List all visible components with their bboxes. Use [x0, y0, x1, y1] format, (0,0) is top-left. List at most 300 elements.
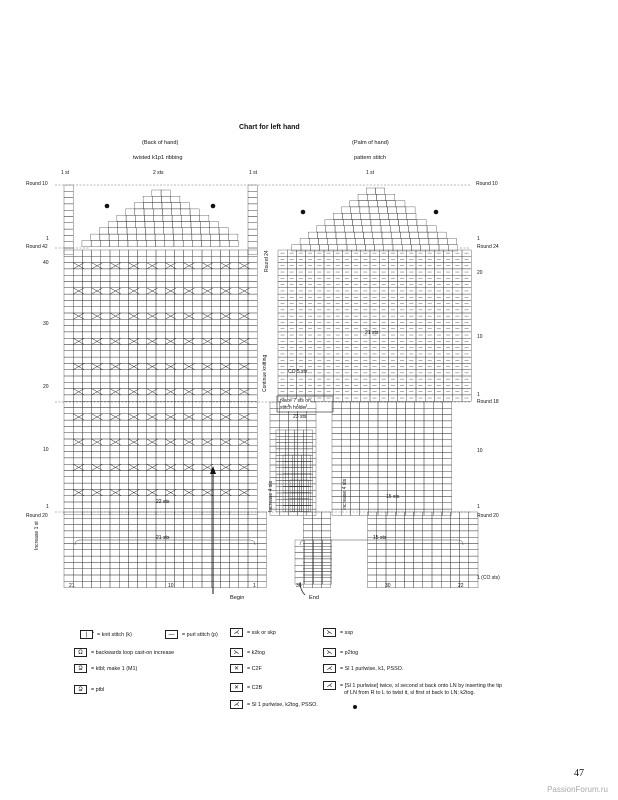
back-cell — [220, 345, 229, 351]
back-cell — [73, 458, 82, 464]
back-cell — [165, 307, 174, 313]
palm-top-cell — [352, 213, 361, 219]
palm-lower-cell — [360, 452, 369, 458]
cuff-cell — [386, 518, 395, 524]
back-cell — [184, 395, 193, 401]
back-cell — [110, 433, 119, 439]
palm-lower-cell — [387, 503, 396, 509]
cuff-cell — [295, 565, 304, 571]
palm-top-cell — [360, 207, 369, 213]
back-cell — [193, 376, 202, 382]
cuff-cell — [156, 562, 165, 568]
cuff-cell — [82, 537, 91, 543]
label-row10-right-low: 10 — [477, 448, 483, 454]
gusset-cell — [304, 493, 313, 499]
back-cell — [64, 477, 73, 483]
gusset-cell — [304, 436, 313, 442]
back-cell — [202, 332, 211, 338]
back-cell — [101, 370, 110, 376]
cuff-cell — [322, 581, 331, 587]
cuff-cell — [441, 562, 450, 568]
palm-lower-cell — [369, 452, 378, 458]
back-cell — [92, 458, 101, 464]
gusset-cell — [276, 462, 285, 468]
cuff-cell — [404, 556, 413, 562]
gusset-cell — [288, 459, 297, 465]
back-top-cell — [143, 196, 152, 202]
gusset-cell — [307, 415, 316, 421]
palm-lower-cell — [415, 503, 424, 509]
back-cell — [110, 357, 119, 363]
back-cell — [82, 370, 91, 376]
back-cell — [119, 263, 128, 269]
back-cell — [110, 332, 119, 338]
cuff-cell — [147, 525, 156, 531]
cuff-cell — [312, 544, 321, 550]
back-cell — [119, 477, 128, 483]
back-cell — [101, 433, 110, 439]
back-cell — [147, 508, 156, 514]
palm-lower-cell — [369, 446, 378, 452]
gusset-cell — [294, 436, 303, 442]
gusset-cell — [294, 462, 303, 468]
back-cell — [193, 477, 202, 483]
back-cell — [174, 282, 183, 288]
back-cell — [248, 275, 257, 281]
back-cell — [73, 420, 82, 426]
back-cell — [248, 363, 257, 369]
back-cell — [184, 326, 193, 332]
cuff-cell — [386, 550, 395, 556]
back-cell — [110, 250, 119, 256]
back-cell — [230, 471, 239, 477]
palm-lower-cell — [442, 465, 451, 471]
back-cell — [230, 382, 239, 388]
back-cell — [64, 363, 73, 369]
cuff-cell — [101, 550, 110, 556]
back-top-cell — [137, 240, 146, 246]
back-cell — [119, 389, 128, 395]
cuff-cell — [450, 550, 459, 556]
back-cell — [119, 439, 128, 445]
back-cell — [211, 250, 220, 256]
back-cell — [101, 496, 110, 502]
back-cell — [211, 420, 220, 426]
palm-lower-cell — [433, 434, 442, 440]
cuff-cell — [147, 512, 156, 518]
cuff-cell — [377, 525, 386, 531]
back-cell — [119, 250, 128, 256]
cuff-cell — [138, 531, 147, 537]
back-cell — [82, 313, 91, 319]
back-cell — [110, 395, 119, 401]
gusset-cell — [283, 487, 292, 493]
back-cell — [248, 464, 257, 470]
back-top-cell — [145, 215, 154, 221]
back-cell — [101, 275, 110, 281]
gusset-cell — [276, 436, 285, 442]
cuff-cell — [165, 562, 174, 568]
cuff-cell — [128, 525, 137, 531]
cuff-cell — [441, 512, 450, 518]
gusset-cell — [301, 487, 310, 493]
back-cell — [138, 326, 147, 332]
back-cell — [64, 370, 73, 376]
palm-top-cell — [333, 213, 342, 219]
back-cell — [138, 319, 147, 325]
cuff-cell — [174, 518, 183, 524]
cuff-cell — [184, 537, 193, 543]
back-top-cell — [117, 215, 126, 221]
back-cell — [239, 401, 248, 407]
palm-lower-cell — [433, 452, 442, 458]
cuff-cell — [257, 525, 266, 531]
back-cell — [101, 351, 110, 357]
back-cell — [110, 420, 119, 426]
back-cell — [119, 300, 128, 306]
gusset-cell — [298, 484, 307, 490]
back-cell — [230, 408, 239, 414]
back-cell — [248, 370, 257, 376]
back-cell — [138, 275, 147, 281]
cuff-cell — [395, 569, 404, 575]
edge-cell — [64, 235, 73, 241]
back-cell — [82, 452, 91, 458]
back-cell — [110, 483, 119, 489]
cuff-cell — [64, 544, 73, 550]
cuff-cell — [128, 562, 137, 568]
back-cell — [128, 502, 137, 508]
palm-lower-cell — [350, 421, 359, 427]
cuff-cell — [404, 544, 413, 550]
label-col1: 1 — [253, 583, 256, 589]
back-cell — [92, 477, 101, 483]
back-cell — [165, 408, 174, 414]
back-cell — [156, 433, 165, 439]
palm-lower-cell — [387, 415, 396, 421]
cuff-cell — [322, 562, 331, 568]
back-cell — [119, 433, 128, 439]
back-cell — [64, 332, 73, 338]
palm-lower-cell — [433, 415, 442, 421]
back-cell — [101, 338, 110, 344]
label-15sts-bottom: 15 sts — [373, 535, 387, 541]
back-cell — [174, 319, 183, 325]
palm-top-cell — [420, 238, 429, 244]
back-cell — [174, 313, 183, 319]
k2tog-symbol: ⋋ — [230, 648, 243, 657]
cuff-cell — [432, 569, 441, 575]
label-begin: Begin — [230, 595, 245, 601]
cuff-cell — [239, 544, 248, 550]
back-cell — [193, 439, 202, 445]
cuff-cell — [119, 544, 128, 550]
gusset-cell — [304, 487, 313, 493]
label-round20-left: Round 20 — [26, 513, 48, 519]
cuff-cell — [220, 512, 229, 518]
back-cell — [128, 357, 137, 363]
back-cell — [82, 338, 91, 344]
back-cell — [184, 382, 193, 388]
back-cell — [174, 332, 183, 338]
back-cell — [73, 483, 82, 489]
back-cell — [248, 408, 257, 414]
back-top-cell — [201, 228, 210, 234]
palm-lower-cell — [341, 408, 350, 414]
cuff-cell — [165, 544, 174, 550]
back-cell — [101, 263, 110, 269]
back-cell — [64, 326, 73, 332]
label-1-right-bottom: 1 — [477, 504, 480, 510]
back-cell — [174, 275, 183, 281]
cuff-cell — [432, 581, 441, 587]
back-cell — [202, 269, 211, 275]
palm-lower-cell — [360, 446, 369, 452]
gusset-cell — [270, 465, 279, 471]
cuff-cell — [73, 531, 82, 537]
back-cell — [248, 288, 257, 294]
gusset-cell — [298, 452, 307, 458]
back-cell — [156, 477, 165, 483]
back-cell — [174, 256, 183, 262]
back-cell — [147, 345, 156, 351]
back-cell — [138, 282, 147, 288]
cuff-cell — [138, 569, 147, 575]
cuff-cell — [110, 544, 119, 550]
back-cell — [147, 477, 156, 483]
back-cell — [248, 300, 257, 306]
back-cell — [101, 326, 110, 332]
cuff-cell — [147, 518, 156, 524]
back-cell — [248, 477, 257, 483]
back-cell — [119, 269, 128, 275]
gusset-cell — [290, 499, 299, 505]
back-cell — [184, 307, 193, 313]
gusset-cell — [283, 474, 292, 480]
gusset-cell — [299, 493, 308, 499]
cuff-cell — [323, 565, 332, 571]
back-cell — [119, 382, 128, 388]
cuff-cell — [414, 537, 423, 543]
back-cell — [92, 282, 101, 288]
cuff-cell — [323, 572, 332, 578]
palm-lower-cell — [332, 446, 341, 452]
back-cell — [220, 376, 229, 382]
palm-top-cell — [437, 232, 446, 238]
back-cell — [64, 294, 73, 300]
back-cell — [239, 256, 248, 262]
back-cell — [156, 376, 165, 382]
cuff-cell — [414, 556, 423, 562]
back-cell — [128, 433, 137, 439]
palm-lower-cell — [341, 440, 350, 446]
gusset-cell — [298, 434, 307, 440]
palm-top-cell — [318, 232, 327, 238]
back-cell — [220, 420, 229, 426]
back-cell — [119, 288, 128, 294]
cuff-cell — [414, 562, 423, 568]
back-cell — [211, 338, 220, 344]
label-top-right-1st: 1 st — [249, 170, 258, 176]
back-cell — [230, 508, 239, 514]
palm-top-cell — [397, 207, 406, 213]
cuff-cell — [202, 581, 211, 587]
palm-top-cell — [438, 238, 447, 244]
back-cell — [230, 275, 239, 281]
gusset-cell — [294, 506, 303, 512]
back-cell — [128, 294, 137, 300]
palm-lower-cell — [415, 459, 424, 465]
back-top-cell — [155, 234, 164, 240]
cuff-cell — [92, 537, 101, 543]
back-cell — [174, 408, 183, 414]
back-cell — [184, 376, 193, 382]
palm-lower-cell — [350, 478, 359, 484]
back-cell — [174, 351, 183, 357]
back-cell — [128, 332, 137, 338]
back-cell — [211, 370, 220, 376]
palm-lower-cell — [433, 497, 442, 503]
cuff-cell — [257, 562, 266, 568]
back-cell — [138, 445, 147, 451]
back-cell — [110, 282, 119, 288]
back-cell — [220, 458, 229, 464]
gusset-cell — [304, 455, 313, 461]
palm-lower-cell — [406, 471, 415, 477]
back-top-cell — [220, 240, 229, 246]
sl1-k1-psso-symbol: ⋌ — [323, 664, 336, 673]
cuff-cell — [395, 562, 404, 568]
gusset-cell — [301, 455, 310, 461]
palm-lower-cell — [406, 503, 415, 509]
cuff-cell — [377, 550, 386, 556]
palm-lower-cell — [406, 465, 415, 471]
back-cell — [220, 269, 229, 275]
cuff-cell — [257, 550, 266, 556]
label-col30: 30 — [385, 583, 391, 589]
back-cell — [138, 414, 147, 420]
back-top-cell — [200, 222, 209, 228]
back-top-cell — [209, 222, 218, 228]
back-cell — [64, 288, 73, 294]
back-top-cell — [99, 228, 108, 234]
cuff-cell — [368, 569, 377, 575]
cuff-cell — [386, 544, 395, 550]
gusset-cell — [270, 471, 279, 477]
palm-lower-cell — [424, 452, 433, 458]
back-cell — [64, 408, 73, 414]
cuff-cell — [193, 537, 202, 543]
back-cell — [174, 445, 183, 451]
legend-item — [230, 683, 262, 692]
cuff-cell — [312, 537, 321, 543]
cuff-cell — [450, 525, 459, 531]
back-top-cell — [108, 222, 117, 228]
palm-lower-cell — [406, 421, 415, 427]
back-cell — [184, 483, 193, 489]
gusset-cell — [288, 497, 297, 503]
back-cell — [73, 269, 82, 275]
cuff-cell — [119, 525, 128, 531]
gusset-cell — [279, 490, 288, 496]
back-cell — [128, 382, 137, 388]
palm-top-cell — [401, 238, 410, 244]
cuff-cell — [119, 512, 128, 518]
cuff-cell — [220, 575, 229, 581]
palm-lower-cell — [406, 490, 415, 496]
cuff-cell — [82, 550, 91, 556]
legend-item — [323, 628, 353, 637]
back-cell — [92, 395, 101, 401]
back-cell — [64, 483, 73, 489]
back-top-cell — [154, 215, 163, 221]
back-cell — [211, 414, 220, 420]
back-cell — [147, 319, 156, 325]
cuff-cell — [128, 569, 137, 575]
p2tog-symbol: ⋋ — [323, 648, 336, 657]
back-cell — [230, 363, 239, 369]
back-cell — [174, 294, 183, 300]
cuff-cell — [312, 518, 321, 524]
back-cell — [119, 408, 128, 414]
palm-lower-cell — [415, 421, 424, 427]
palm-lower-cell — [350, 434, 359, 440]
back-cell — [73, 345, 82, 351]
back-cell — [119, 332, 128, 338]
palm-lower-cell — [378, 484, 387, 490]
gusset-cell — [279, 440, 288, 446]
back-cell — [156, 288, 165, 294]
gusset-cell — [294, 480, 303, 486]
label-round42: Round 42 — [26, 244, 48, 250]
back-cell — [110, 345, 119, 351]
cuff-cell — [304, 578, 313, 584]
cuff-cell — [414, 575, 423, 581]
back-cell — [230, 288, 239, 294]
back-cell — [128, 483, 137, 489]
cuff-cell — [441, 581, 450, 587]
cuff-cell — [174, 525, 183, 531]
back-top-cell — [190, 209, 199, 215]
gusset-cell — [304, 430, 313, 436]
back-cell — [202, 458, 211, 464]
back-cell — [184, 433, 193, 439]
palm-top-cell — [334, 220, 343, 226]
palm-lower-cell — [350, 490, 359, 496]
cuff-cell — [404, 537, 413, 543]
cuff-cell — [423, 562, 432, 568]
palm-top-cell — [337, 238, 346, 244]
back-cell — [147, 408, 156, 414]
back-cell — [82, 250, 91, 256]
back-top-cell — [127, 222, 136, 228]
cuff-cell — [165, 569, 174, 575]
back-cell — [147, 445, 156, 451]
cuff-cell — [386, 531, 395, 537]
back-cell — [101, 439, 110, 445]
purl-symbol: — — [165, 630, 178, 639]
back-cell — [156, 357, 165, 363]
palm-lower-cell — [350, 471, 359, 477]
back-cell — [64, 300, 73, 306]
back-cell — [193, 282, 202, 288]
gusset-cell — [285, 436, 294, 442]
cuff-cell — [386, 512, 395, 518]
label-row20-left: 20 — [43, 384, 49, 390]
cuff-cell — [156, 556, 165, 562]
cuff-cell — [432, 550, 441, 556]
palm-lower-cell — [332, 497, 341, 503]
